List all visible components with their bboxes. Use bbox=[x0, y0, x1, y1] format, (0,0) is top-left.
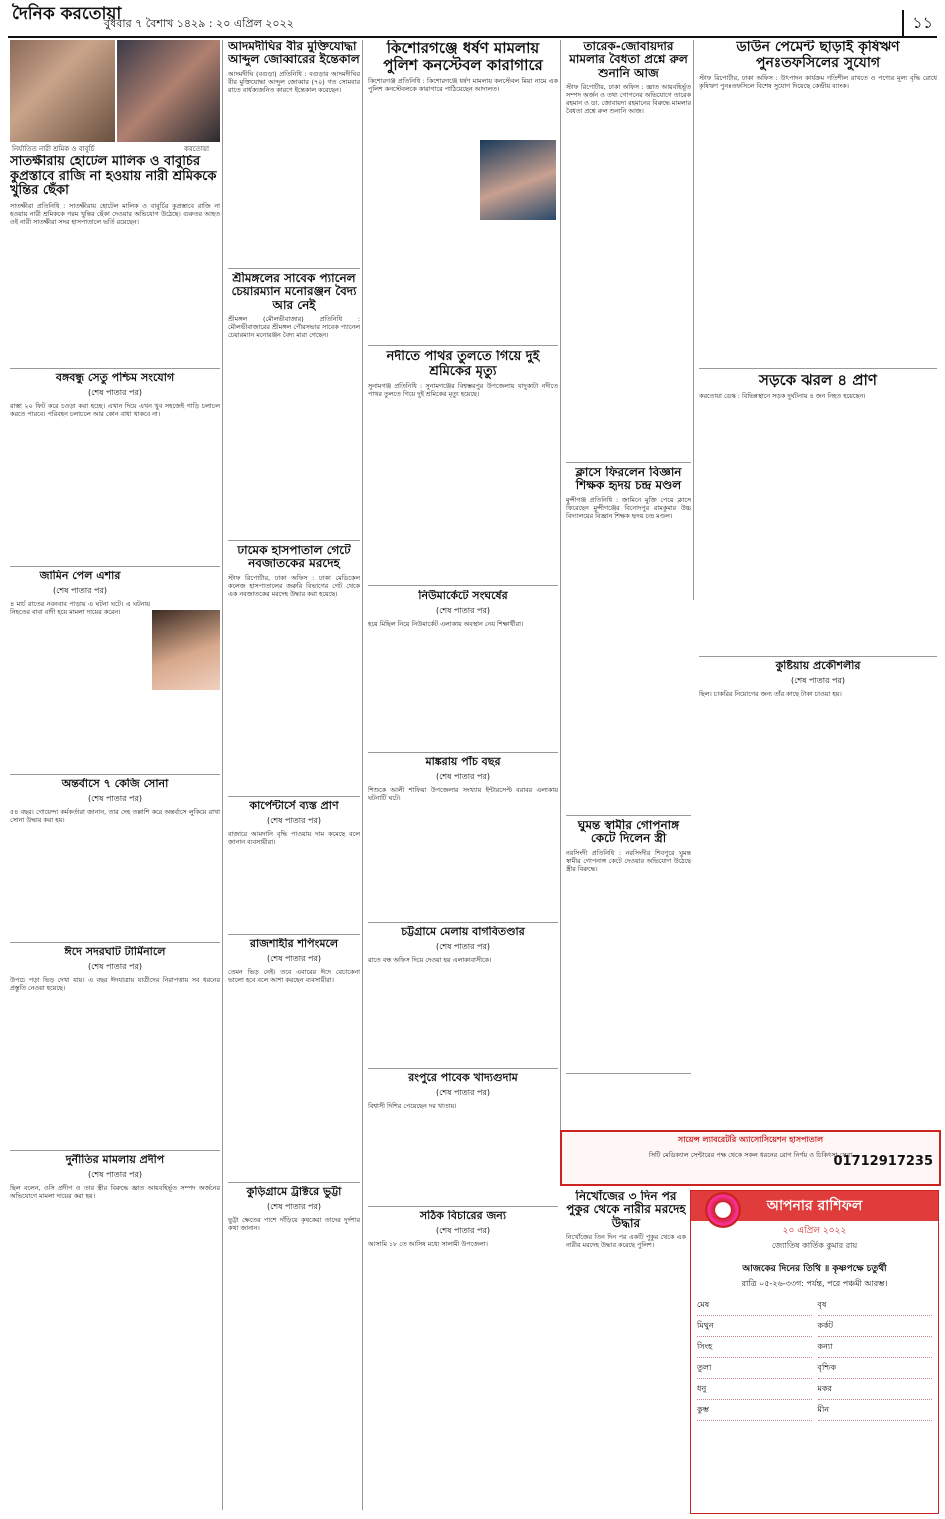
article-body: আদমদীঘি (বগুড়া) প্রতিনিধি : বগুড়ার আদমদীঘির বীর মুক্তিযোদ্ধা আব্দুল জোব্বার (৭০) গত সোমবার রাতে বার্ধক্যজনিত কারণে ইন্তেকাল করেছেন। bbox=[228, 69, 360, 94]
zodiac-sign: মকর bbox=[818, 1383, 933, 1400]
article-agri-loan bbox=[699, 40, 937, 365]
headline: ঘুমন্ত স্বামীর গোপনাঙ্গ কেটে দিলেন স্ত্রী bbox=[577, 819, 680, 846]
article-science-teacher bbox=[566, 466, 691, 811]
headline: শ্রীমঙ্গলের সাবেক প্যানেল চেয়ারম্যান মনোরঞ্জন বৈদ্য আর নেই bbox=[231, 272, 357, 312]
article-magura bbox=[368, 756, 558, 916]
continued-note: (শেষ পাতার পর) bbox=[435, 1088, 491, 1098]
article-body: ৪ মার্চ রাতের নবনবাব পাড়ায় এ ঘটনা ঘটে। এ ঘটনায় নিহতের বাবা বাদী হয়ে মামলা দায়ের করেন। bbox=[10, 600, 150, 617]
article-body: ছিল। চাকরির নিয়োগের জন্য তাঁর কাছে টাকা চাওয়া হয়। bbox=[699, 690, 842, 699]
article-body: সাতক্ষীরা প্রতিনিধি : সাতক্ষীরায় হোটেল মালিক ও বাবুর্চির কুপ্রস্তাবে রাজি না হওয়ায় নারী শ্রমিককে গরম খুন্তির ছেঁকা দেওয়ার অভিযোগ উঠেছে। গুরুতর আহত ওই নারী সাতক্ষীরা সদর হাসপাতালে ভর্তি রয়েছেন। bbox=[10, 201, 220, 226]
headline: নিখোঁজের ৩ দিন পর পুকুর থেকে নারীর মরদেহ উদ্ধার bbox=[566, 1190, 686, 1230]
article-body: নরসিংদী প্রতিনিধি : নরসিংদীর শিবপুরে ঘুমন্ত স্বামীর গোপনাঙ্গ কেটে দেওয়ার অভিযোগ উঠেছে স্ত্রীর বিরুদ্ধে। bbox=[566, 848, 691, 873]
headline: অন্তর্বাসে ৭ কেজি সোনা bbox=[61, 778, 169, 790]
article-body: ছিল বলেন, ওসি প্রদীপ ও তার স্ত্রীর বিরুদ্ধে জ্ঞাত আয়বহির্ভূত সম্পদ অর্জনের অভিযোগে মামলা দায়ের করা হয়। bbox=[10, 1184, 220, 1201]
article-body: স্টাফ রিপোর্টার, ঢাকা অফিস : উৎপাদন কার্যক্রম গতিশীল রাখতে ও পণ্যের মূল্য বৃদ্ধি রোধে কৃষিঋণ পুনঃতফসিলে বিশেষ সুযোগ দিয়েছে কেন্দ্রীয় ব্যাংক। bbox=[699, 74, 937, 91]
zodiac-sign: সিংহ bbox=[697, 1341, 812, 1358]
horoscope-box bbox=[690, 1190, 939, 1514]
zodiac-sign: বৃষ bbox=[818, 1299, 933, 1316]
headline: নদীতে পাথর তুলতে গিয়ে দুই শ্রমিকের মৃত্যু bbox=[386, 350, 540, 379]
article-body: রাতে বন্ধ অফিস দিয়ে দেওয়া হয় এলাকাবাসীকে। bbox=[368, 956, 492, 965]
news-photo-cook bbox=[117, 40, 220, 142]
ad-phone: 01712917235 bbox=[833, 1154, 933, 1169]
continued-note: (শেষ পাতার পর) bbox=[87, 1170, 143, 1180]
article-kurigram-maize bbox=[228, 1186, 360, 1509]
article-body: তেমন ভিড় নেই। তবে এবারের ঈদে বেচাকেনা ভালো হবে বলে আশা করছেন ব্যবসায়ীরা। bbox=[228, 968, 360, 985]
headline: চট্টগ্রামে মেলায় বাগবিতণ্ডার bbox=[401, 926, 525, 938]
headline: ডাউন পেমেন্ট ছাড়াই কৃষিঋণ পুনঃতফসিলের সুযোগ bbox=[736, 40, 900, 71]
tithi-title: আজকের দিনের তিথি ॥ কৃষ্ণপক্ষে চতুর্থী bbox=[742, 1264, 887, 1274]
zodiac-sign: মীন bbox=[818, 1404, 933, 1421]
continued-note: (শেষ পাতার পর) bbox=[87, 388, 143, 398]
article-body: করতোয়া ডেস্ক : বিভিন্নস্থানে সড়ক দুর্ঘটনায় ৪ জন নিহত হয়েছেন। bbox=[699, 391, 866, 400]
headline: কুষ্টিয়ায় প্রকৌশলীর bbox=[775, 660, 861, 672]
newspaper-logo: দৈনিক করতোয়া bbox=[12, 4, 122, 24]
article-body: মুন্সীগঞ্জ প্রতিনিধি : জামিনে মুক্তি পেয়ে ক্লাসে ফিরেছেন মুন্সীগঞ্জের বিনোদপুর রামকুমার উচ্চ বিদ্যালয়ের বিজ্ঞান শিক্ষক হৃদয় চন্দ্র মণ্ডল। bbox=[566, 495, 691, 520]
continued-note: (শেষ পাতার পর) bbox=[266, 954, 322, 964]
headline: ক্লাসে ফিরলেন বিজ্ঞান শিক্ষক হৃদয় চন্দ্র মণ্ডল bbox=[575, 466, 682, 493]
article-body: আসামি ১৮ তে আসিষ মধ্যে সালামী উপজেলা। bbox=[368, 1240, 488, 1249]
continued-note: (শেষ পাতার পর) bbox=[52, 586, 108, 596]
article-carpenter bbox=[228, 800, 360, 930]
zodiac-sign: ধনু bbox=[697, 1383, 812, 1400]
article-justice bbox=[368, 1210, 558, 1510]
zodiac-sign: কর্কট bbox=[818, 1320, 933, 1337]
article-body: বিশ্বাসী দিশির পেয়েছেন দর খাতায়। bbox=[368, 1102, 457, 1111]
article-adamdighi bbox=[228, 40, 360, 265]
article-body: স্টাফ রিপোর্টার, ঢাকা অফিস : জ্ঞাত আয়বহির্ভূত সম্পদ অর্জন ও তথ্য গোপনের অভিযোগে তারেক রহমান ও ডা. জোবায়দা রহমানের বিরুদ্ধে মামলার বৈধতা প্রশ্নে রুল শুনানি আজ। bbox=[566, 83, 691, 116]
horoscope-title: আপনার রাশিফল bbox=[691, 1191, 938, 1221]
article-body: রাস্তা ২০ ফিট করে চওড়া করা হচ্ছে। এখান দিয়ে এখন খুব সহজেই গাড়ি চলাচল করতে পারবে। পরিবহন চলাচলে আর কোন বাধা থাকবে না। bbox=[10, 402, 220, 419]
article-sadarghat bbox=[10, 946, 220, 1146]
article-body: স্টাফ রিপোর্টার, ঢাকা অফিস : ঢাকা মেডিকেল কলেজ হাসপাতালের জরুরি বিভাগের গেট থেকে এক নবজাতকের মরদেহ উদ্ধার করা হয়েছে। bbox=[228, 573, 360, 598]
article-dmc-newborn bbox=[228, 544, 360, 792]
continued-note: (শেষ পাতার পর) bbox=[435, 1226, 491, 1236]
horoscope-date: ২০ এপ্রিল ২০২২ bbox=[782, 1226, 847, 1236]
headline: কুড়িগ্রামে ট্রাক্টরে ভুট্টা bbox=[246, 1186, 342, 1198]
continued-note: (শেষ পাতার পর) bbox=[87, 794, 143, 804]
article-kushtia-engineer bbox=[699, 660, 937, 1125]
article-gold bbox=[10, 778, 220, 938]
headline: মাঙ্করায় পাঁচ বছর bbox=[425, 756, 501, 768]
zodiac-sign: বৃশ্চিক bbox=[818, 1362, 933, 1379]
article-body: উপচে পড়া ভিড় দেখা যায়। এ বছর ঈদযাত্রায় যাত্রীদের নিরাপত্তায় সব ধরনের প্রস্তুতি নেওয়া হয়েছে। bbox=[10, 976, 220, 993]
article-body: সুনামগঞ্জ প্রতিনিধি : সুনামগঞ্জের বিশ্বম্ভরপুর উপজেলায় যাদুকাটা নদীতে পাথর তুলতে গিয়ে দুই শ্রমিকের মৃত্যু হয়েছে। bbox=[368, 382, 558, 399]
zodiac-sign: কুম্ভ bbox=[697, 1404, 812, 1421]
hospital-advertisement bbox=[560, 1130, 941, 1186]
article-pradip bbox=[10, 1154, 220, 1509]
article-body: নিখোঁজের তিন দিন পর একটি পুকুর থেকে এক নারীর মরদেহ উদ্ধার করেছে পুলিশ। bbox=[566, 1233, 686, 1250]
headline: কার্পেন্টার্সে ব্যস্ত প্রাণ bbox=[249, 800, 339, 812]
issue-date: বুধবার ৭ বৈশাখ ১৪২৯ : ২০ এপ্রিল ২০২২ bbox=[104, 17, 294, 30]
article-pond-body bbox=[566, 1190, 686, 1510]
article-newmarket bbox=[368, 590, 558, 750]
horoscope-author: জ্যোতিষ কার্তিক কুমার রায় bbox=[771, 1241, 858, 1250]
zodiac-sign: মিথুন bbox=[697, 1320, 812, 1337]
zodiac-sign: কন্যা bbox=[818, 1341, 933, 1358]
continued-note: (শেষ পাতার পর) bbox=[266, 1202, 322, 1212]
headline: বঙ্গবন্ধু সেতু পশ্চিম সংযোগ bbox=[55, 372, 175, 384]
continued-note: (শেষ পাতার পর) bbox=[435, 772, 491, 782]
photo-credit: করতোয়া bbox=[184, 145, 209, 153]
headline: ঢামেক হাসপাতাল গেটে নবজাতকের মরদেহ bbox=[237, 544, 351, 571]
headline: দুর্নীতির মামলায় প্রদীপ bbox=[65, 1154, 165, 1166]
article-road-accident bbox=[699, 372, 937, 652]
continued-note: (শেষ পাতার পর) bbox=[435, 942, 491, 952]
article-tarek-zobaida bbox=[566, 40, 691, 460]
article-body: বাজারে আমদানি বৃদ্ধি পাওয়ায় দাম কমেছে বলে জানান ব্যবসায়ীরা। bbox=[228, 830, 360, 847]
article-body: শ্রীমঙ্গল (মৌলভীবাজার) প্রতিনিধি : মৌলভীবাজারের শ্রীমঙ্গল পৌরসভার সাবেক প্যানেল চেয়ারম্যান মনোরঞ্জন বৈদ্য মারা গেছেন। bbox=[228, 315, 360, 340]
headline: জামিন পেল এশার bbox=[39, 570, 121, 582]
continued-note: (শেষ পাতার পর) bbox=[87, 962, 143, 972]
article-body: ৫৪ বছর। গোয়েন্দা কর্মকর্তারা জানান, তার দেহ তল্লাশি করে অন্তর্বাসে লুকিয়ে রাখা সোনা উদ্ধার করা হয়। bbox=[10, 808, 220, 825]
page-number: ১১ bbox=[902, 10, 933, 37]
article-satkhira bbox=[10, 155, 220, 365]
headline: কিশোরগঞ্জে ধর্ষণ মামলায় পুলিশ কনস্টেবল কারাগারে bbox=[383, 40, 543, 74]
headline: নিউমার্কেটে সংঘর্ষের bbox=[418, 590, 508, 602]
continued-note: (শেষ পাতার পর) bbox=[435, 606, 491, 616]
news-photo-constable bbox=[480, 140, 556, 220]
article-body: ভুট্টা ক্ষেতের পাশে দাঁড়িয়ে কৃষকেরা তাদের দুর্দশার কথা জানান। bbox=[228, 1216, 360, 1233]
article-body: শিশুকে আলী শাফিয়া উপজেলার সংখ্যায় ইন্টারসেপ্ট বরাবর এলাকায় ঘটনাটি ঘটে। bbox=[368, 786, 558, 803]
masthead bbox=[8, 6, 937, 38]
article-esha-bail bbox=[10, 570, 150, 770]
article-rangpur-food bbox=[368, 1072, 558, 1202]
news-photo-esha bbox=[152, 610, 220, 690]
ad-body: সিটি মেডিক্যাল সেন্টারের পক্ষ থেকে সকল ধরনের রোগ নির্ণয় ও চিকিৎসা সেবা bbox=[648, 1151, 853, 1159]
continued-note: (শেষ পাতার পর) bbox=[790, 676, 846, 686]
article-body: কিশোরগঞ্জ প্রতিনিধি : কিশোরগঞ্জে ধর্ষণ মামলায় কনস্টেবল মিয়া নামে এক পুলিশ কনস্টেবলকে কারাগারে পাঠিয়েছেন আদালত। bbox=[368, 76, 558, 93]
headline: সঠিক বিচারের জন্য bbox=[419, 1210, 507, 1222]
article-river-workers bbox=[368, 350, 558, 580]
headline: আদমদীঘির বীর মুক্তিযোদ্ধা আব্দুল জোব্বারের ইন্তেকাল bbox=[228, 40, 360, 67]
tithi-body: রাত্রি ০৫-২৬-৩৩গ: পর্যন্ত, পরে পঞ্চমী আরম্ভ। bbox=[741, 1279, 888, 1288]
ad-title: সায়েন্স ল্যাবরেটরি অ্যাসোসিয়েশন হাসপাতাল bbox=[677, 1135, 824, 1144]
headline: তারেক-জোবায়দার মামলার বৈধতা প্রশ্নে রুল শুনানি আজ bbox=[569, 40, 688, 80]
article-sreemangal bbox=[228, 272, 360, 537]
headline: রংপুরে পাবেক খাদ্যগুদাম bbox=[408, 1072, 518, 1084]
headline: রাজশাহীর শপিংমলে bbox=[249, 938, 339, 950]
headline: সাতক্ষীরায় হোটেল মালিক ও বাবুর্চির কুপ্রস্তাবে রাজি না হওয়ায় নারী শ্রমিককে খুন্তির ছেঁকা bbox=[10, 155, 217, 199]
sign-list bbox=[691, 1291, 938, 1421]
zodiac-sign: মেষ bbox=[697, 1299, 812, 1316]
headline: ঈদে সদরঘাট টার্মিনালে bbox=[64, 946, 166, 958]
headline: সড়কে ঝরল ৪ প্রাণ bbox=[759, 372, 877, 389]
article-bangabandhu-bridge bbox=[10, 372, 220, 562]
article-rajshahi-mall bbox=[228, 938, 360, 1178]
photo-caption: নির্যাতিত নারী শ্রমিক ও বাবুর্চি bbox=[12, 145, 95, 153]
continued-note: (শেষ পাতার পর) bbox=[266, 816, 322, 826]
zodiac-wheel-icon bbox=[705, 1192, 741, 1228]
news-photo-worker bbox=[10, 40, 115, 142]
article-chattogram-fair bbox=[368, 926, 558, 1046]
article-narsingdi bbox=[566, 819, 691, 1069]
zodiac-sign: তুলা bbox=[697, 1362, 812, 1379]
article-body: হয়ে মিছিল নিয়ে নিউমার্কেট এলাকায় অবস্থান নেয় শিক্ষার্থীরা। bbox=[368, 620, 524, 629]
